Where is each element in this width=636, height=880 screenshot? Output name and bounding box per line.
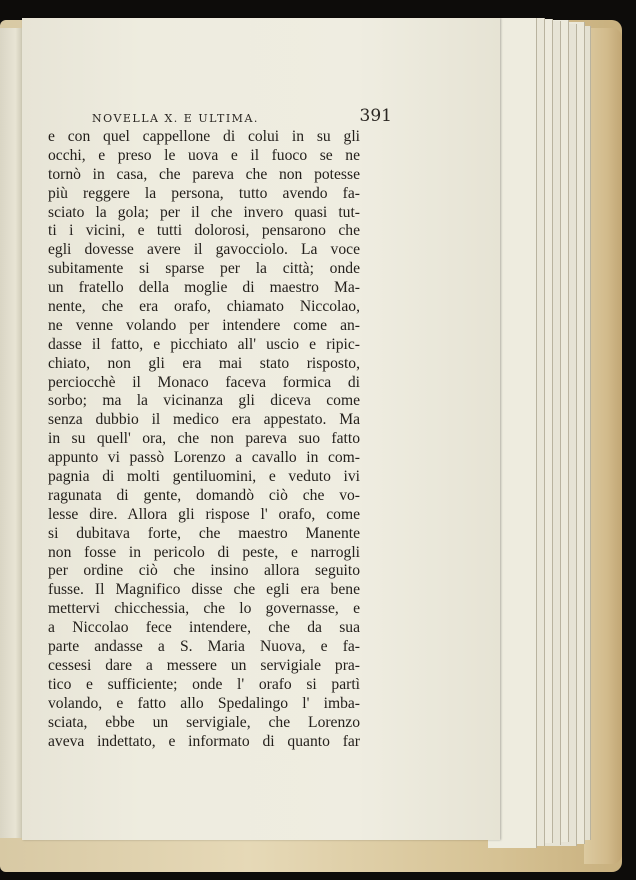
body-text xyxy=(48,128,360,751)
text-line: a Niccolao fece intendere, che da sua xyxy=(48,619,360,637)
text-line: appunto vi passò Lorenzo a cavallo in com- xyxy=(48,449,360,467)
text-line: chiato, non gli era mai stato risposto, xyxy=(48,354,360,372)
text-line: ragunata di gente, domandò ciò che vo- xyxy=(48,486,360,504)
text-line: dasse il fatto, e picchiato all' uscio e ripic- xyxy=(48,335,360,353)
text-line: aveva indettato, e informato di quanto far xyxy=(48,732,360,750)
text-line: tico e sufficiente; onde l' orafo si partì xyxy=(48,675,360,693)
text-line: e con quel cappellone di colui in su gli xyxy=(48,128,360,145)
text-line: senza dubbio il medico era appestato. Ma xyxy=(48,411,360,429)
text-line: volando, e fatto allo Spedalingo l' imba- xyxy=(48,694,360,712)
text-line: tornò in casa, che pareva che non potesse xyxy=(48,165,360,183)
text-line: non fosse in pericolo di peste, e narrogli xyxy=(48,543,360,561)
text-line: sciato la gola; per il che invero quasi tut- xyxy=(48,203,360,221)
text-line: fusse. Il Magnifico disse che egli era bene xyxy=(48,581,360,599)
text-line: pagnia di molti gentiluomini, e veduto ivi xyxy=(48,468,360,486)
running-title: NOVELLA X. E ULTIMA. xyxy=(92,112,259,125)
text-line: sorbo; ma la vicinanza gli diceva come xyxy=(48,392,360,410)
text-line: in su quell' ora, che non pareva suo fatto xyxy=(48,430,360,448)
text-line: più reggere la persona, tutto avendo fa- xyxy=(48,184,360,202)
text-line: ne venne volando per intendere come an- xyxy=(48,316,360,334)
text-line: nente, che era orafo, chiamato Niccolao, xyxy=(48,298,360,316)
text-line: lesse dire. Allora gli rispose l' orafo, come xyxy=(48,505,360,523)
text-line: per ordine ciò che insino allora seguito xyxy=(48,562,360,580)
text-line: mettervi chicchessia, che lo governasse, e xyxy=(48,600,360,618)
text-line: occhi, e preso le uova e il fuoco se ne xyxy=(48,146,360,164)
text-line: sciata, ebbe un servigiale, che Lorenzo xyxy=(48,713,360,731)
text-line: un fratello della moglie di maestro Ma- xyxy=(48,279,360,297)
page-number: 391 xyxy=(359,106,392,126)
text-line: egli dovesse avere il gavocciolo. La voce xyxy=(48,241,360,259)
text-line: parte andasse a S. Maria Nuova, e fa- xyxy=(48,638,360,656)
text-line: subitamente si sparse per la città; onde xyxy=(48,260,360,278)
text-line: cessesi dare a messere un servigiale pra- xyxy=(48,656,360,674)
text-line: ti i vicini, e tutti dolorosi, pensarono che xyxy=(48,222,360,240)
page-stack-edges xyxy=(488,18,596,848)
text-line: perciocchè il Monaco faceva formica di xyxy=(48,373,360,391)
text-line: si dubitava forte, che maestro Manente xyxy=(48,524,360,542)
facing-page-edge xyxy=(0,28,23,838)
